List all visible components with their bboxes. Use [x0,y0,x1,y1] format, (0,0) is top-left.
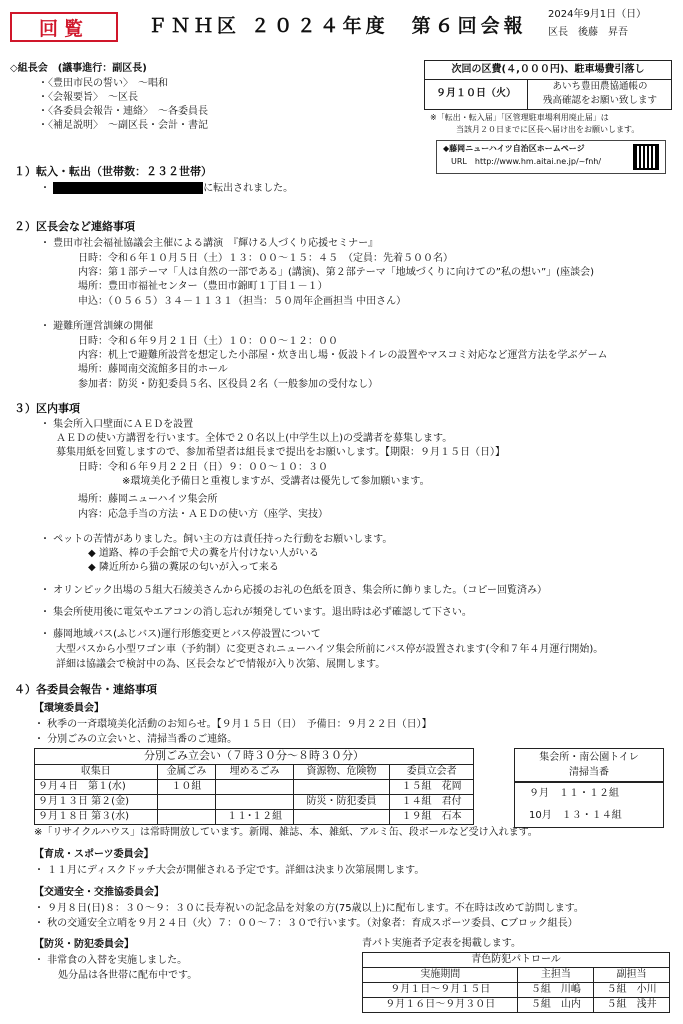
fee-notice-top: 次回の区費(４,０００円)、駐車場費引落し [425,61,671,80]
drill-detail: 内容：机上で避難所設営を想定した小部屋・炊き出し場・仮設トイレの設置やマスコミ対応など運営方法を学ぶゲーム [78,350,608,361]
intro-item: ・〈各委員会報告・連絡〉 ～各委員長 [38,106,208,117]
intro-item: ・〈豊田市民の誓い〉 ～唱和 [38,78,168,89]
table-row: ９月１日～９月１５日 ５組 川嶋 ５組 小川 [363,983,670,998]
page-title: ＦＮＨ区 ２０２４年度 第６回会報 [148,15,527,37]
patrol-header: 副担当 [594,968,670,983]
fee-notice-box [424,60,672,110]
bousai-item: 処分品は各世帯に配布中です。 [58,970,198,981]
cleaning-table-title: 集会所・南公園トイレ 清掃当番 [515,749,664,783]
youth-item: ・ １１月にディスクドッチ大会が開催される予定です。詳細は決まり次第展開します。 [34,865,425,876]
youth-committee-title: 【育成・スポーツ委員会】 [34,849,154,860]
aed-detail: 内容：応急手当の方法・ＡＥＤの使い方（座学、実技） [78,509,328,520]
table-row: ９月１８日 第３(水) １１･１２組 １９組 石本 [35,809,474,824]
redacted-name [53,182,203,194]
aed-detail: 日時：令和６年９月２２日（日）９：００～１０：３０ [78,462,328,473]
fee-notice-bank-line2: 残高確認をお願い致します [542,95,657,106]
drill-detail: 日時：令和６年９月２１日（土）１０：００～１２：００ [78,336,338,347]
section2-heading: ２）区長会など連絡事項 [14,220,135,233]
env-item: ・ 分別ごみの立会いと、清掃当番のご連絡。 [34,734,238,745]
pets-detail: ◆ 隣近所から猫の糞尿の匂いが入って来る [88,562,279,573]
waste-header: 埋めるごみ [216,764,294,779]
circulation-stamp: 回覧 [10,12,118,42]
traffic-item: ・ ９月８日(日)８：３０～９：３０に長寿祝いの記念品を対象の方(75歳以上)に配布します。不在時は改めて訪問します。 [34,903,584,914]
homepage-box [436,140,666,174]
drill-detail: 場所：藤岡南交流館多目的ホール [78,364,228,375]
aed-title: ・ 集会所入口壁面にＡＥＤを設置 [40,419,194,430]
bus-title: ・ 藤岡地域バス(ふじバス)運行形態変更とバス停設置について [40,629,321,640]
patrol-table [362,952,670,1013]
qr-code-icon [633,144,659,170]
drill-detail: 参加者：防災・防犯委員５名、区役員２名（一般参加の受付なし） [78,379,378,390]
env-committee-title: 【環境委員会】 [34,703,104,714]
waste-table [34,748,474,825]
bousai-committee-title: 【防災・防犯委員会】 [34,939,134,950]
table-row: ９月１６日～９月３０日 ５組 山内 ５組 浅井 [363,998,670,1013]
cleaning-table [514,748,664,828]
bus-detail: 大型バスから小型ワゴン車（予約制）に変更されニューハイツ集会所前にバス停が設置されます(令和７年４月運行開始)。 [56,644,604,655]
seminar-detail: 申込：（０５６５）３４－１１３１（担当：５０周年企画担当 中田さん） [78,296,407,307]
waste-table-caption: 分別ごみ立会い（７時３０分～８時３０分） [35,749,474,765]
hall-item: ・ 集会所使用後に電気やエアコンの消し忘れが頻発しています。退出時は必ず確認して下さい。 [40,607,472,618]
pets-detail: ◆ 道路、棒の手会館で犬の糞を片付けない人がいる [88,548,319,559]
notice-footnote-line1: ※「転出・転入届」「区管理駐車場利用廃止届」は [430,113,609,122]
intro-heading: ◇組長会 (議事進行：副区長) [10,63,147,74]
seminar-detail: 場所：豊田市福祉センター（豊田市錦町１丁目１－１） [78,281,328,292]
section1-heading: １）転入・転出（世帯数：２３２世帯） [14,165,212,178]
aed-detail: ＡＥＤの使い方講習を行います。全体で２０名以上(中学生以上)の受講者を募集します。 [56,433,453,444]
table-row: ９月 １１・１２組 [515,782,664,805]
fee-notice-bank [529,80,671,108]
bousai-item: ・ 非常食の入替を実施しました。 [34,955,188,966]
waste-header: 委員立会者 [390,764,474,779]
section3-heading: ３）区内事項 [14,402,80,415]
aed-detail: 募集用紙を回覧しますので、参加希望者は組長まで提出をお願いします。【期限：９月１５日（日）】 [56,447,505,458]
table-row: ９月４日 第１(水) １０組 １５組 花岡 [35,779,474,794]
olympic-item: ・ オリンピック出場の５組大石綾美さんから応援のお礼の色紙を頂き、集会所に飾りました。（コピー回覧済み） [40,585,547,596]
waste-header: 金属ごみ [157,764,216,779]
homepage-title: ◆藤岡ニューハイツ自治区ホームページ [443,144,585,153]
drill-title: ・ 避難所運営訓練の開催 [40,321,154,332]
traffic-committee-title: 【交通安全・交推協委員会】 [34,887,164,898]
patrol-header: 実施期間 [363,968,518,983]
signature: 区長 後藤 昇吾 [548,27,628,38]
intro-item: ・〈補足説明〉 ～副区長・会計・書記 [38,120,208,131]
env-item: ・ 秋季の一斉環境美化活動のお知らせ。【９月１５日（日） 予備日：９月２２日（日）】 [34,719,432,730]
homepage-url[interactable]: URL http://www.hm.aitai.ne.jp/~fnh/ [451,156,602,166]
table-row: ９月１３日 第２(金) 防災・防犯委員 １４組 君付 [35,794,474,809]
notice-footnote-line2: 当該月２０日までに区長へ届け出をお願いします。 [456,125,640,134]
seminar-detail: 内容：第１部テーマ「人は自然の一部である」(講演)、第２部テーマ「地域づくりに向けての”私の想い”」(座談会) [78,267,594,278]
patrol-header: 主担当 [518,968,594,983]
notice-footnote [430,112,678,136]
bus-detail: 詳細は協議会で検討中の為、区長会などで情報が入り次第、展開します。 [56,659,386,670]
patrol-table-caption: 青色防犯パトロール [363,953,670,968]
traffic-item: ・ 秋の交通安全立哨を９月２４日（火）７：００～７：３０で行います。（対象者：育成スポーツ委員、Cブロック組長） [34,918,578,929]
fee-notice-bank-line1: あいち豊田農協通帳の [552,81,648,92]
pets-title: ・ ペットの苦情がありました。飼い主の方は責任持った行動をお願いします。 [40,534,393,545]
seminar-detail: 日時：令和６年１０月５日（土）１３：００～１５：４５ （定員：先着５００名） [78,253,453,264]
section1-text: ・ に転出されました。 [40,183,294,194]
fee-notice-date: ９月１０日（火） [425,79,528,109]
intro-item: ・〈会報要旨〉 ～区長 [38,92,138,103]
recycle-note: ※「リサイクルハウス」は常時開放しています。新聞、雑誌、本、雑紙、アルミ缶、段ボールなど受け入れます。 [34,827,538,838]
waste-header: 資源物、危険物 [293,764,389,779]
section4-heading: ４）各委員会報告・連絡事項 [14,683,157,696]
aed-detail: ※環境美化予備日と重複しますが、受講者は優先して参加願います。 [122,476,430,487]
seminar-title: ・ 豊田市社会福祉協議会主催による講演 『輝ける人づくり応援セミナー』 [40,238,379,249]
patrol-intro: 青パト実施者予定表を掲載します。 [362,938,521,949]
waste-header: 収集日 [35,764,158,779]
table-row: 10月 １３・１４組 [515,805,664,828]
aed-detail: 場所：藤岡ニューハイツ集会所 [78,494,218,505]
issue-date: 2024年9月1日（日） [548,9,647,20]
